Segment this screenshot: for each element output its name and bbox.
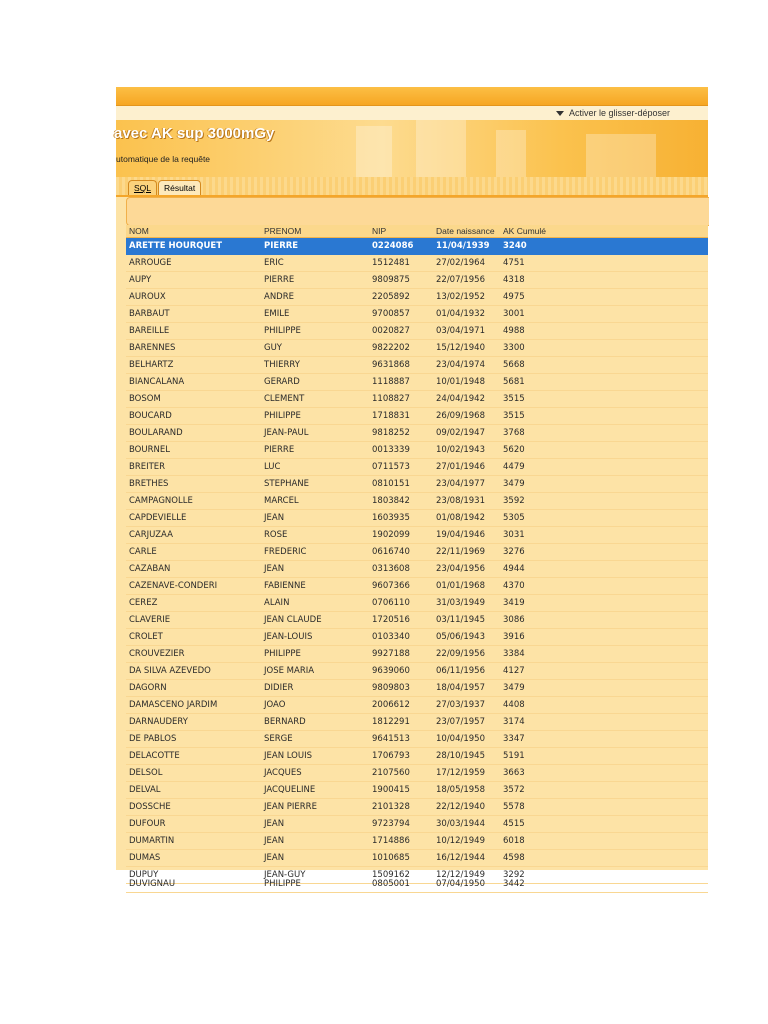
cell-nip: 1720516 <box>372 615 410 625</box>
cell-nip: 0224086 <box>372 241 414 251</box>
cell-nip: 0020827 <box>372 326 410 336</box>
cell-prenom: JEAN CLAUDE <box>264 615 322 625</box>
cell-prenom: JEAN PIERRE <box>264 802 317 812</box>
cell-date-naissance: 23/04/1956 <box>436 564 485 574</box>
cell-date-naissance: 06/11/1956 <box>436 666 485 676</box>
cell-nip: 1902099 <box>372 530 410 540</box>
cell-nip: 1509162 <box>372 870 410 880</box>
cell-ak-cumule: 3515 <box>503 411 525 421</box>
cell-ak-cumule: 4479 <box>503 462 525 472</box>
drag-drop-bar <box>116 106 708 120</box>
cell-ak-cumule: 4975 <box>503 292 525 302</box>
cell-nom: DELACOTTE <box>129 751 180 761</box>
cell-ak-cumule: 3276 <box>503 547 525 557</box>
cell-nip: 9809803 <box>372 683 410 693</box>
cell-date-naissance: 11/04/1939 <box>436 241 490 251</box>
cell-nom: DOSSCHE <box>129 802 171 812</box>
cell-ak-cumule: 4988 <box>503 326 525 336</box>
cell-date-naissance: 19/04/1946 <box>436 530 485 540</box>
cell-ak-cumule: 4751 <box>503 258 525 268</box>
cell-date-naissance: 03/11/1945 <box>436 615 485 625</box>
cell-prenom: EMILE <box>264 309 290 319</box>
table-row[interactable] <box>126 272 708 289</box>
table-row[interactable] <box>126 340 708 357</box>
cell-prenom: ANDRE <box>264 292 294 302</box>
cell-prenom: JEAN-PAUL <box>264 428 309 438</box>
drag-drop-toggle[interactable] <box>556 108 670 118</box>
cell-ak-cumule: 3916 <box>503 632 525 642</box>
cell-nip: 1010685 <box>372 853 410 863</box>
cell-date-naissance: 03/04/1971 <box>436 326 485 336</box>
table-row[interactable] <box>126 748 708 765</box>
table-row[interactable] <box>126 374 708 391</box>
cell-prenom: DIDIER <box>264 683 294 693</box>
cell-date-naissance: 23/07/1957 <box>436 717 485 727</box>
cell-prenom: CLEMENT <box>264 394 305 404</box>
table-row[interactable] <box>126 255 708 272</box>
cell-date-naissance: 18/04/1957 <box>436 683 485 693</box>
cell-ak-cumule: 5681 <box>503 377 525 387</box>
cell-prenom: PIERRE <box>264 241 299 251</box>
cell-ak-cumule: 4598 <box>503 853 525 863</box>
cell-prenom: PHILIPPE <box>264 411 301 421</box>
table-row[interactable] <box>126 544 708 561</box>
cell-nip: 9818252 <box>372 428 410 438</box>
cell-nom: CROUVEZIER <box>129 649 185 659</box>
cell-prenom: GERARD <box>264 377 300 387</box>
cell-date-naissance: 01/08/1942 <box>436 513 485 523</box>
cell-ak-cumule: 6018 <box>503 836 525 846</box>
table-row[interactable] <box>126 663 708 680</box>
cell-nom: ARETTE HOURQUET <box>129 241 223 251</box>
cell-date-naissance: 01/01/1968 <box>436 581 485 591</box>
cell-prenom: JEAN-LOUIS <box>264 632 313 642</box>
cell-nom: DE PABLOS <box>129 734 177 744</box>
cell-date-naissance: 10/04/1950 <box>436 734 485 744</box>
cell-prenom: JOAO <box>264 700 286 710</box>
table-row[interactable] <box>126 561 708 578</box>
results-grid <box>126 225 708 889</box>
cell-date-naissance: 10/01/1948 <box>436 377 485 387</box>
cell-nom: BOUCARD <box>129 411 172 421</box>
cell-ak-cumule: 3479 <box>503 683 525 693</box>
cell-ak-cumule: 3768 <box>503 428 525 438</box>
triangle-down-icon <box>556 111 564 116</box>
cell-date-naissance: 23/04/1977 <box>436 479 485 489</box>
cell-prenom: ROSE <box>264 530 288 540</box>
grid-body <box>126 238 708 884</box>
cell-prenom: ALAIN <box>264 598 290 608</box>
cell-prenom: BERNARD <box>264 717 306 727</box>
cell-nip: 0810151 <box>372 479 410 489</box>
cell-ak-cumule: 4408 <box>503 700 525 710</box>
table-row[interactable] <box>126 323 708 340</box>
table-row[interactable] <box>126 493 708 510</box>
cell-nip: 9809875 <box>372 275 410 285</box>
cell-date-naissance: 22/07/1956 <box>436 275 485 285</box>
cell-nom: CROLET <box>129 632 163 642</box>
table-row[interactable] <box>126 833 708 850</box>
cell-date-naissance: 01/04/1932 <box>436 309 485 319</box>
column-header-nip[interactable]: NIP <box>372 226 387 236</box>
cell-date-naissance: 17/12/1959 <box>436 768 485 778</box>
table-row[interactable] <box>126 391 708 408</box>
cell-date-naissance: 27/01/1946 <box>436 462 485 472</box>
cell-ak-cumule: 3086 <box>503 615 525 625</box>
table-row[interactable] <box>126 714 708 731</box>
cell-nom: DELSOL <box>129 768 163 778</box>
cell-ak-cumule: 3300 <box>503 343 525 353</box>
app-window <box>114 87 708 889</box>
table-row[interactable] <box>126 680 708 697</box>
table-row[interactable] <box>126 442 708 459</box>
cell-nom: CLAVERIE <box>129 615 171 625</box>
cell-prenom: JACQUELINE <box>264 785 316 795</box>
cell-ak-cumule: 4515 <box>503 819 525 829</box>
query-title: avec AK sup 3000mGy <box>114 125 275 142</box>
cell-ak-cumule: 3419 <box>503 598 525 608</box>
cell-nip: 9723794 <box>372 819 410 829</box>
partial-row: DUVIGNAU PHILIPPE 0805001 07/04/1950 3442 <box>126 876 708 882</box>
cell-nom: BARBAUT <box>129 309 170 319</box>
cell-nom: DA SILVA AZEVEDO <box>129 666 211 676</box>
cell-nom: BARENNES <box>129 343 176 353</box>
table-row[interactable] <box>126 476 708 493</box>
cell-ak-cumule: 3031 <box>503 530 525 540</box>
cell-nom: DARNAUDERY <box>129 717 188 727</box>
query-subtitle: utomatique de la requête <box>116 154 211 164</box>
cell-prenom: JEAN <box>264 513 285 523</box>
cell-date-naissance: 09/02/1947 <box>436 428 485 438</box>
table-row[interactable] <box>126 595 708 612</box>
table-row[interactable] <box>126 510 708 527</box>
cell-nip: 9641513 <box>372 734 410 744</box>
table-row[interactable] <box>126 612 708 629</box>
cell-date-naissance: 28/10/1945 <box>436 751 485 761</box>
cell-date-naissance: 30/03/1944 <box>436 819 485 829</box>
cell-nom: BOULARAND <box>129 428 183 438</box>
table-row[interactable] <box>126 425 708 442</box>
cell-nip: 1900415 <box>372 785 410 795</box>
cell-nom: DUFOUR <box>129 819 166 829</box>
cell-date-naissance: 15/12/1940 <box>436 343 485 353</box>
cell-prenom: JEAN LOUIS <box>264 751 312 761</box>
cell-nom: DAMASCENO JARDIM <box>129 700 218 710</box>
cell-nip: 0706110 <box>372 598 410 608</box>
cell-date-naissance: 13/02/1952 <box>436 292 485 302</box>
banner <box>116 120 708 177</box>
cell-ak-cumule: 3515 <box>503 394 525 404</box>
grid-header <box>126 225 708 238</box>
cell-prenom: FREDERIC <box>264 547 307 557</box>
table-row[interactable] <box>126 765 708 782</box>
cell-nom: CAPDEVIELLE <box>129 513 187 523</box>
cell-prenom: JEAN <box>264 836 285 846</box>
column-header-nom[interactable]: NOM <box>129 226 149 236</box>
table-row[interactable] <box>126 408 708 425</box>
cell-ak-cumule: 3592 <box>503 496 525 506</box>
tab-sql[interactable]: SQL <box>128 180 157 195</box>
cell-nom: AUPY <box>129 275 152 285</box>
cell-nip: 0103340 <box>372 632 410 642</box>
cell-nom: CAZENAVE-CONDERI <box>129 581 218 591</box>
table-row[interactable] <box>126 357 708 374</box>
table-row[interactable] <box>126 289 708 306</box>
table-row[interactable] <box>126 527 708 544</box>
cell-nom: BOURNEL <box>129 445 170 455</box>
cell-nip: 9639060 <box>372 666 410 676</box>
cell-nip: 0013339 <box>372 445 410 455</box>
cell-ak-cumule: 3384 <box>503 649 525 659</box>
cell-nom: CAMPAGNOLLE <box>129 496 193 506</box>
cell-nip: 1803842 <box>372 496 410 506</box>
table-row[interactable] <box>126 816 708 833</box>
cell-date-naissance: 26/09/1968 <box>436 411 485 421</box>
table-row[interactable] <box>126 629 708 646</box>
cell-nip: 1718831 <box>372 411 410 421</box>
tab-resultat[interactable]: Résultat <box>158 180 201 195</box>
cell-ak-cumule: 3479 <box>503 479 525 489</box>
cell-ak-cumule: 3001 <box>503 309 525 319</box>
cell-date-naissance: 23/08/1931 <box>436 496 485 506</box>
cell-prenom: JEAN-GUY <box>264 870 306 880</box>
sql-panel <box>126 197 709 226</box>
cell-nom: BRETHES <box>129 479 169 489</box>
cell-nom: CAZABAN <box>129 564 171 574</box>
cell-prenom: ERIC <box>264 258 284 268</box>
table-row[interactable] <box>126 731 708 748</box>
cell-nom: BIANCALANA <box>129 377 185 387</box>
cell-nip: 2205892 <box>372 292 410 302</box>
cell-nom: DUPUY <box>129 870 159 880</box>
cell-nip: 1108827 <box>372 394 410 404</box>
cell-date-naissance: 27/03/1937 <box>436 700 485 710</box>
table-row[interactable] <box>126 799 708 816</box>
cell-prenom: GUY <box>264 343 283 353</box>
table-row[interactable] <box>126 459 708 476</box>
cell-ak-cumule: 5620 <box>503 445 525 455</box>
cell-nip: 9822202 <box>372 343 410 353</box>
cell-prenom: MARCEL <box>264 496 299 506</box>
cell-nom: CEREZ <box>129 598 158 608</box>
drag-drop-label: Activer le glisser-déposer <box>569 108 671 118</box>
cell-prenom: LUC <box>264 462 281 472</box>
cell-prenom: THIERRY <box>264 360 300 370</box>
cell-nip: 1706793 <box>372 751 410 761</box>
table-row[interactable] <box>126 697 708 714</box>
cell-prenom: JEAN <box>264 564 285 574</box>
cell-nom: ARROUGE <box>129 258 172 268</box>
cell-date-naissance: 24/04/1942 <box>436 394 485 404</box>
cell-ak-cumule: 4370 <box>503 581 525 591</box>
cell-nom: CARLE <box>129 547 157 557</box>
cell-date-naissance: 16/12/1944 <box>436 853 485 863</box>
cell-date-naissance: 22/09/1956 <box>436 649 485 659</box>
cell-prenom: JEAN <box>264 853 285 863</box>
tab-strip <box>116 177 708 197</box>
table-row[interactable] <box>126 782 708 799</box>
cell-ak-cumule: 3292 <box>503 870 525 880</box>
cell-nip: 2101328 <box>372 802 410 812</box>
cell-prenom: PIERRE <box>264 445 295 455</box>
cell-nip: 1714886 <box>372 836 410 846</box>
cell-ak-cumule: 3174 <box>503 717 525 727</box>
cell-nom: DELVAL <box>129 785 161 795</box>
column-header-prenom[interactable]: PRENOM <box>264 226 302 236</box>
cell-nip: 1812291 <box>372 717 410 727</box>
cell-date-naissance: 12/12/1949 <box>436 870 485 880</box>
cell-date-naissance: 10/02/1943 <box>436 445 485 455</box>
cell-prenom: JOSE MARIA <box>264 666 315 676</box>
cell-prenom: STEPHANE <box>264 479 310 489</box>
cell-nip: 0616740 <box>372 547 410 557</box>
cell-nip: 9927188 <box>372 649 410 659</box>
cell-date-naissance: 18/05/1958 <box>436 785 485 795</box>
cell-nip: 0711573 <box>372 462 410 472</box>
cell-ak-cumule: 3347 <box>503 734 525 744</box>
cell-nip: 1512481 <box>372 258 410 268</box>
table-row[interactable] <box>126 850 708 867</box>
cell-nip: 1118887 <box>372 377 410 387</box>
cell-prenom: JEAN <box>264 819 285 829</box>
cell-nip: 2006612 <box>372 700 410 710</box>
table-row[interactable] <box>126 646 708 663</box>
cell-nom: BOSOM <box>129 394 161 404</box>
cell-date-naissance: 31/03/1949 <box>436 598 485 608</box>
cell-ak-cumule: 4944 <box>503 564 525 574</box>
cell-prenom: PHILIPPE <box>264 649 301 659</box>
cell-nom: BREITER <box>129 462 166 472</box>
cell-nom: DUMARTIN <box>129 836 175 846</box>
cell-nip: 9700857 <box>372 309 410 319</box>
cell-prenom: PHILIPPE <box>264 326 301 336</box>
cell-nom: DUMAS <box>129 853 161 863</box>
cell-ak-cumule: 3663 <box>503 768 525 778</box>
cell-date-naissance: 10/12/1949 <box>436 836 485 846</box>
cell-nom: DAGORN <box>129 683 167 693</box>
cell-prenom: FABIENNE <box>264 581 306 591</box>
cell-nip: 9631868 <box>372 360 410 370</box>
cell-prenom: PIERRE <box>264 275 295 285</box>
cell-nip: 1603935 <box>372 513 410 523</box>
cell-prenom: SERGE <box>264 734 293 744</box>
top-bar <box>116 87 708 106</box>
table-row[interactable] <box>126 578 708 595</box>
cell-date-naissance: 05/06/1943 <box>436 632 485 642</box>
cell-ak-cumule: 3240 <box>503 241 527 251</box>
cell-date-naissance: 22/12/1940 <box>436 802 485 812</box>
cell-ak-cumule: 4318 <box>503 275 525 285</box>
cell-nip: 2107560 <box>372 768 410 778</box>
cell-nom: CARJUZAA <box>129 530 173 540</box>
cell-ak-cumule: 5578 <box>503 802 525 812</box>
column-header-ak-cumule[interactable]: AK Cumulé <box>503 226 546 236</box>
cell-nip: 9607366 <box>372 581 410 591</box>
cell-nom: BAREILLE <box>129 326 170 336</box>
cell-ak-cumule: 4127 <box>503 666 525 676</box>
cell-nom: AUROUX <box>129 292 166 302</box>
cell-prenom: JACQUES <box>264 768 302 778</box>
cell-ak-cumule: 5305 <box>503 513 525 523</box>
cell-ak-cumule: 3572 <box>503 785 525 795</box>
table-row[interactable] <box>126 238 708 255</box>
cell-nom: BELHARTZ <box>129 360 174 370</box>
cell-ak-cumule: 5668 <box>503 360 525 370</box>
cell-nip: 0313608 <box>372 564 410 574</box>
cell-date-naissance: 22/11/1969 <box>436 547 485 557</box>
cell-ak-cumule: 5191 <box>503 751 525 761</box>
cell-date-naissance: 23/04/1974 <box>436 360 485 370</box>
column-header-date-naissance[interactable]: Date naissance <box>436 226 495 236</box>
cell-date-naissance: 27/02/1964 <box>436 258 485 268</box>
table-row[interactable] <box>126 306 708 323</box>
